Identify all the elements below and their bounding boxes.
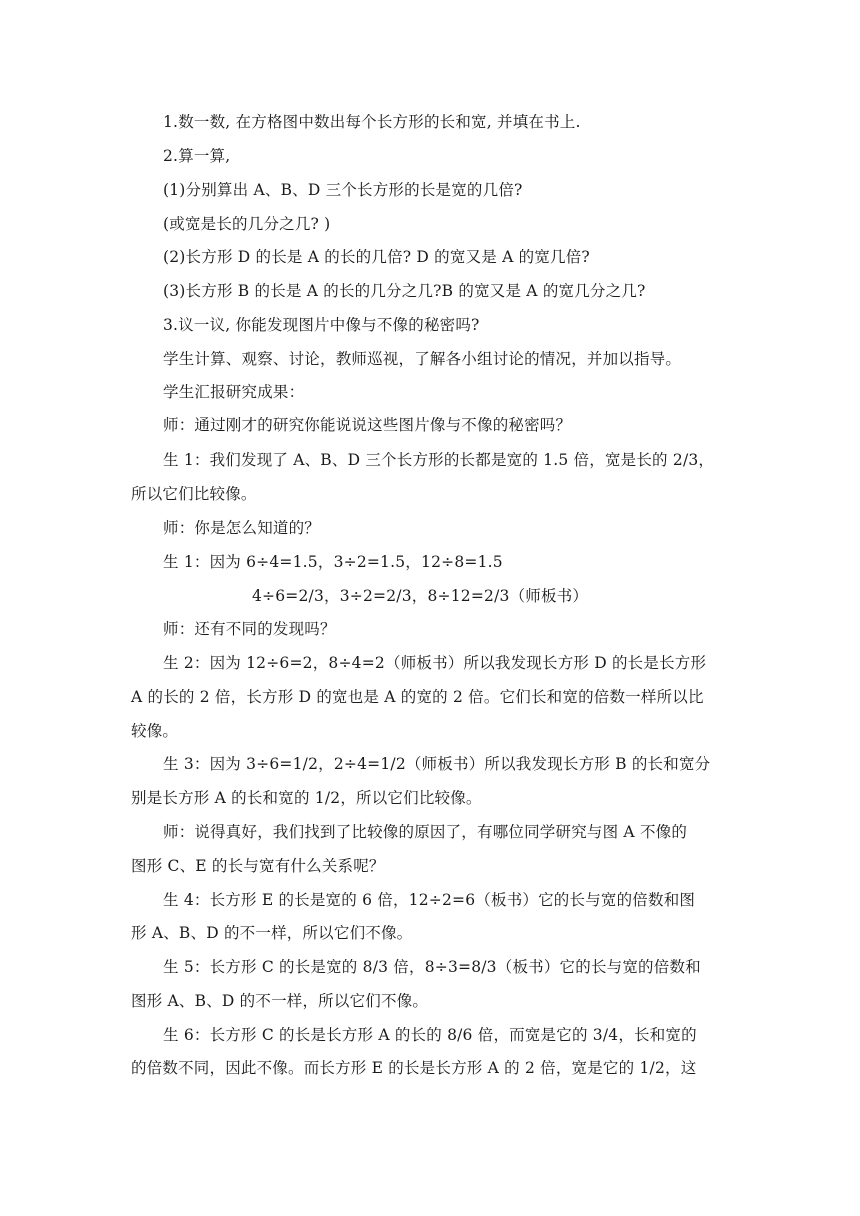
text-line: 生 5：长方形 C 的长是宽的 8/3 倍，8÷3=8/3（板书）它的长与宽的倍数和 (163, 958, 701, 976)
text-line: 的倍数不同，因此不像。而长方形 E 的长是长方形 A 的 2 倍，宽是它的 1/2，这 (131, 1059, 697, 1077)
text-line: (3)长方形 B 的长是 A 的长的几分之几?B 的宽又是 A 的宽几分之几? (163, 282, 646, 300)
text-line: 1.数一数, 在方格图中数出每个长方形的长和宽, 并填在书上. (163, 113, 581, 131)
text-line: 学生计算、观察、讨论，教师巡视，了解各小组讨论的情况，并加以指导。 (163, 350, 682, 368)
text-line: (1)分别算出 A、B、D 三个长方形的长是宽的几倍? (163, 181, 523, 199)
text-line: 所以它们比较像。 (131, 485, 257, 503)
text-line: 2.算一算, (163, 147, 231, 165)
text-line: 生 1：因为 6÷4=1.5，3÷2=1.5，12÷8=1.5 (163, 553, 503, 571)
text-line: A 的长的 2 倍，长方形 D 的宽也是 A 的宽的 2 倍。它们长和宽的倍数一样所以比 (131, 688, 704, 706)
text-line: 4÷6=2/3，3÷2=2/3，8÷12=2/3（师板书） (252, 587, 589, 605)
text-line: 学生汇报研究成果： (163, 383, 305, 401)
text-line: 师：通过刚才的研究你能说说这些图片像与不像的秘密吗？ (163, 416, 572, 434)
text-line: 生 6：长方形 C 的长是长方形 A 的长的 8/6 倍，而宽是它的 3/4，长和宽的 (163, 1026, 697, 1044)
text-line: 师：还有不同的发现吗？ (163, 620, 336, 638)
text-line: 图形 C、E 的长与宽有什么关系呢？ (131, 857, 385, 875)
text-line: 较像。 (131, 722, 179, 740)
text-line: (或宽是长的几分之几? ) (163, 215, 331, 233)
text-line: 师：你是怎么知道的？ (163, 519, 321, 537)
text-line: 生 4：长方形 E 的长是宽的 6 倍，12÷2=6（板书）它的长与宽的倍数和图 (163, 891, 696, 909)
text-line: 生 3：因为 3÷6=1/2，2÷4=1/2（师板书）所以我发现长方形 B 的长和宽分 (163, 755, 711, 773)
text-line: (2)长方形 D 的长是 A 的长的几倍? D 的宽又是 A 的宽几倍? (163, 248, 590, 266)
text-line: 别是长方形 A 的长和宽的 1/2，所以它们比较像。 (131, 789, 482, 807)
text-line: 3.议一议, 你能发现图片中像与不像的秘密吗? (163, 316, 480, 334)
text-line: 生 2：因为 12÷6=2，8÷4=2（师板书）所以我发现长方形 D 的长是长方形 (163, 654, 707, 672)
text-line: 生 1：我们发现了 A、B、D 三个长方形的长都是宽的 1.5 倍，宽是长的 2/3， (163, 451, 715, 469)
text-line: 图形 A、B、D 的不一样，所以它们不像。 (131, 992, 429, 1010)
text-line: 师：说得真好，我们找到了比较像的原因了，有哪位同学研究与图 A 不像的 (163, 823, 688, 841)
text-line: 形 A、B、D 的不一样，所以它们不像。 (131, 924, 413, 942)
